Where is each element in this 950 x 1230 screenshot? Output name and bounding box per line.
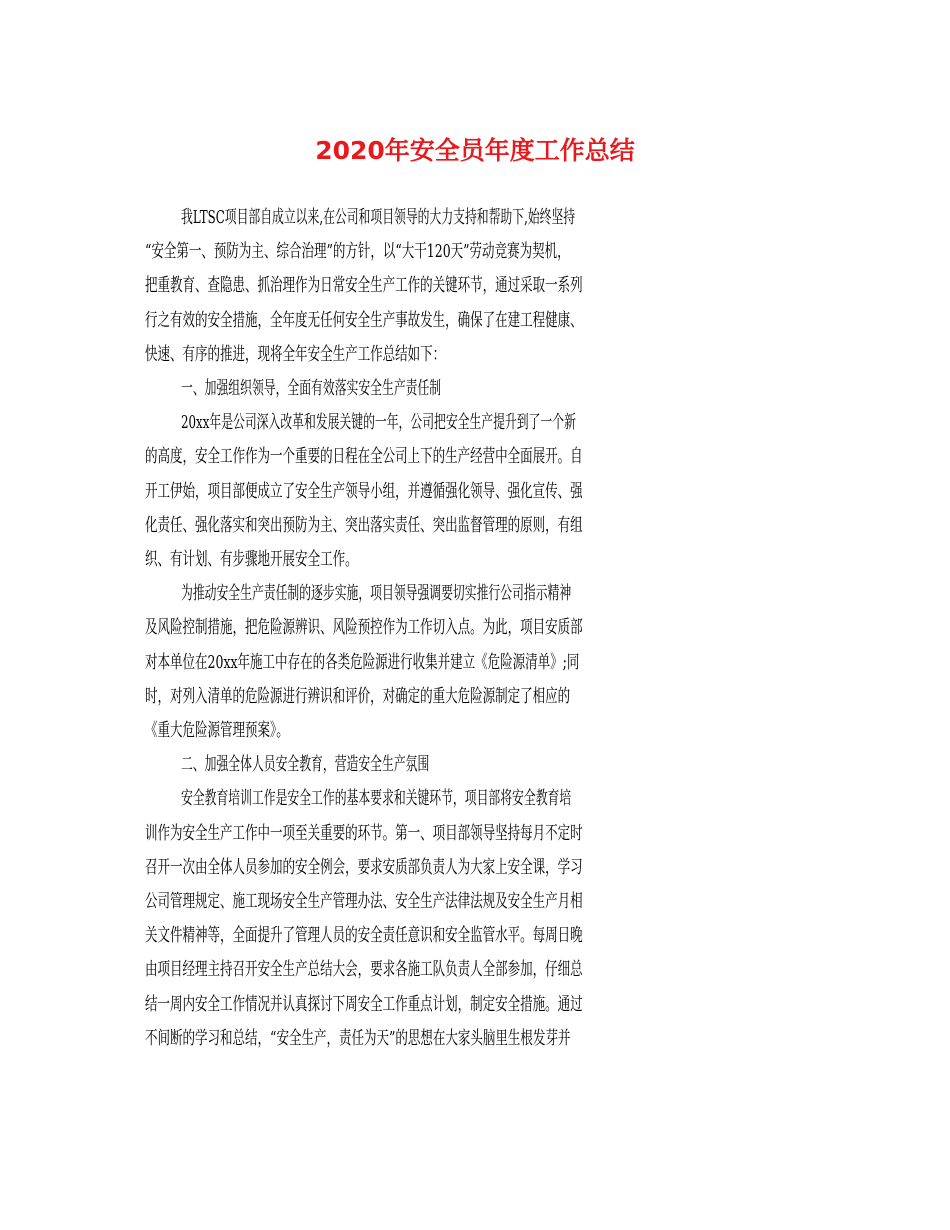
body-line: 化责任、强化落实和突出预防为主、突出落实责任、突出监督管理的原则，有组 [145,515,583,536]
body-line: 结一周内安全工作情况并认真探讨下周安全工作重点计划，制定安全措施。通过 [145,994,583,1015]
body-line: 不间断的学习和总结，“安全生产，责任为天”的思想在大家头脑里生根发芽并 [145,1028,571,1049]
body-line: 召开一次由全体人员参加的安全例会，要求安质部负责人为大家上安全课，学习 [145,857,583,878]
body-line: 为推动安全生产责任制的逐步实施，项目领导强调要切实推行公司指示精神 [181,583,572,604]
body-line: 时，对列入清单的危险源进行辨识和评价，对确定的重大危险源制定了相应的 [145,686,571,707]
body-line: 《重大危险源管理预案》。 [145,720,289,741]
body-line: 由项目经理主持召开安全生产总结大会，要求各施工队负责人全部参加，仔细总 [145,959,583,980]
body-line: 行之有效的安全措施，全年度无任何安全生产事故发生，确保了在建工程健康、 [145,310,583,331]
body-line: 训作为安全生产工作中一项至关重要的环节。第一、项目部领导坚持每月不定时 [145,823,583,844]
body-line: 关文件精神等，全面提升了管理人员的安全责任意识和安全监管水平。每周日晚 [145,925,583,946]
document-title: 2020年安全员年度工作总结 [315,136,635,165]
body-line: 我LTSC项目部自成立以来,在公司和项目领导的大力支持和帮助下,始终坚持 [181,207,576,228]
body-line: 开工伊始，项目部便成立了安全生产领导小组，并遵循强化领导、强化宣传、强 [145,481,583,502]
body-line: 公司管理规定、施工现场安全生产管理办法、安全生产法律法规及安全生产月相 [145,891,583,912]
body-line: 快速、有序的推进，现将全年安全生产工作总结如下： [145,344,446,365]
body-line: 织、有计划、有步骤地开展安全工作。 [145,549,358,570]
body-line: 及风险控制措施，把危险源辨识、风险预控作为工作切入点。为此，项目安质部 [145,617,583,638]
body-line: 一、加强组织领导，全面有效落实安全生产责任制 [181,378,442,399]
body-line: 安全教育培训工作是安全工作的基本要求和关键环节，项目部将安全教育培 [181,788,572,809]
body-line: 20xx年是公司深入改革和发展关键的一年，公司把安全生产提升到了一个新 [181,412,576,433]
body-line: “安全第一、预防为主、综合治理”的方针，以“大干120天”劳动竞赛为契机， [145,241,570,262]
body-line: 二、加强全体人员安全教育，营造安全生产氛围 [181,754,430,775]
body-line: 对本单位在20xx年施工中存在的各类危险源进行收集并建立《危险源清单》;同 [145,652,580,673]
body-line: 把重教育、查隐患、抓治理作为日常安全生产工作的关键环节，通过采取一系列 [145,275,583,296]
body-line: 的高度，安全工作作为一个重要的日程在全公司上下的生产经营中全面展开。自 [145,446,583,467]
